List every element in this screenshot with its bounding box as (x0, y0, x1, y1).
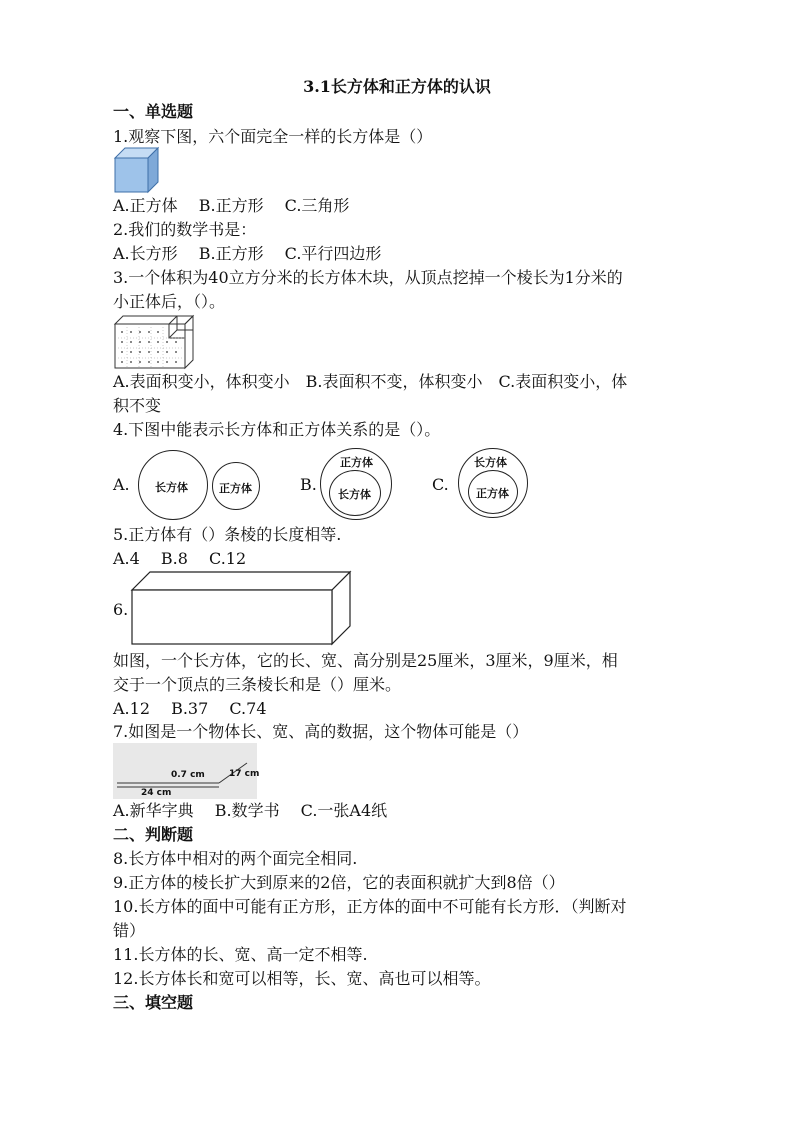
question-9: 9.正方体的棱长扩大到原来的2倍，它的表面积就扩大到8倍（） (113, 873, 565, 892)
question-3-line-1: 3.一个体积为40立方分米的长方体木块，从顶点挖掉一个棱长为1分米的 (113, 268, 623, 287)
outer-cube-label: 正方体 (340, 456, 373, 469)
question-11: 11.长方体的长、宽、高一定不相等. (113, 945, 368, 964)
page-title: 3.1长方体和正方体的认识 (303, 77, 491, 96)
question-3-options-line-2: 积不变 (113, 396, 162, 415)
height-dimension: 0.7 cm (171, 770, 205, 780)
question-4: 4.下图中能表示长方体和正方体关系的是（）。 (113, 420, 441, 439)
question-12: 12.长方体长和宽可以相等，长、宽、高也可以相等。 (113, 969, 491, 988)
section-single-choice: 一、单选题 (113, 102, 194, 121)
question-6-line-1: 如图，一个长方体，它的长、宽、高分别是25厘米，3厘米，9厘米，相 (113, 651, 618, 670)
option-c-diagram (458, 448, 528, 518)
question-7-options: A.新华字典 B.数学书 C.一张A4纸 (113, 801, 388, 820)
notched-cuboid-figure (113, 314, 195, 370)
outer-prism-label: 长方体 (474, 456, 507, 469)
section-fill: 三、填空题 (113, 993, 194, 1012)
question-2-options: A.长方形 B.正方形 C.平行四边形 (113, 244, 382, 263)
option-a-label: A. (113, 475, 130, 494)
section-judge: 二、判断题 (113, 825, 194, 844)
question-7: 7.如图是一个物体长、宽、高的数据，这个物体可能是（） (113, 722, 529, 741)
question-8: 8.长方体中相对的两个面完全相同. (113, 849, 358, 868)
inner-prism-label: 长方体 (338, 488, 371, 501)
width-dimension: 17 cm (229, 769, 260, 779)
question-3-options-line-1: A.表面积变小，体积变小 B.表面积不变，体积变小 C.表面积变小，体 (113, 372, 628, 391)
question-6-number: 6. (113, 600, 129, 619)
option-a-square-diagram (212, 462, 260, 510)
question-6-line-2: 交于一个顶点的三条棱长和是（）厘米。 (113, 675, 402, 694)
question-6-options: A.12 B.37 C.74 (113, 699, 267, 718)
length-dimension: 24 cm (141, 788, 172, 798)
question-2: 2.我们的数学书是： (113, 220, 257, 239)
cuboid-figure (130, 570, 352, 646)
question-5-options: A.4 B.8 C.12 (113, 549, 247, 568)
dimension-photo (113, 743, 260, 799)
rectangular-prism-label: 长方体 (155, 481, 188, 494)
option-b-label: B. (300, 475, 317, 494)
question-1-options: A.正方体 B.正方形 C.三角形 (113, 196, 350, 215)
question-10-line-2: 错） (113, 921, 146, 940)
option-b-diagram (320, 448, 392, 520)
option-c-label: C. (432, 475, 449, 494)
option-a-diagram (138, 450, 208, 520)
question-3-line-2: 小正体后，（）。 (113, 292, 226, 311)
inner-cube-label: 正方体 (476, 487, 509, 500)
question-5: 5.正方体有（）条棱的长度相等. (113, 525, 342, 544)
cube-label: 正方体 (219, 482, 252, 495)
question-1: 1.观察下图，六个面完全一样的长方体是（） (113, 127, 433, 146)
cube-figure (113, 146, 159, 194)
question-10-line-1: 10.长方体的面中可能有正方形，正方体的面中不可能有长方形．（判断对 (113, 897, 627, 916)
